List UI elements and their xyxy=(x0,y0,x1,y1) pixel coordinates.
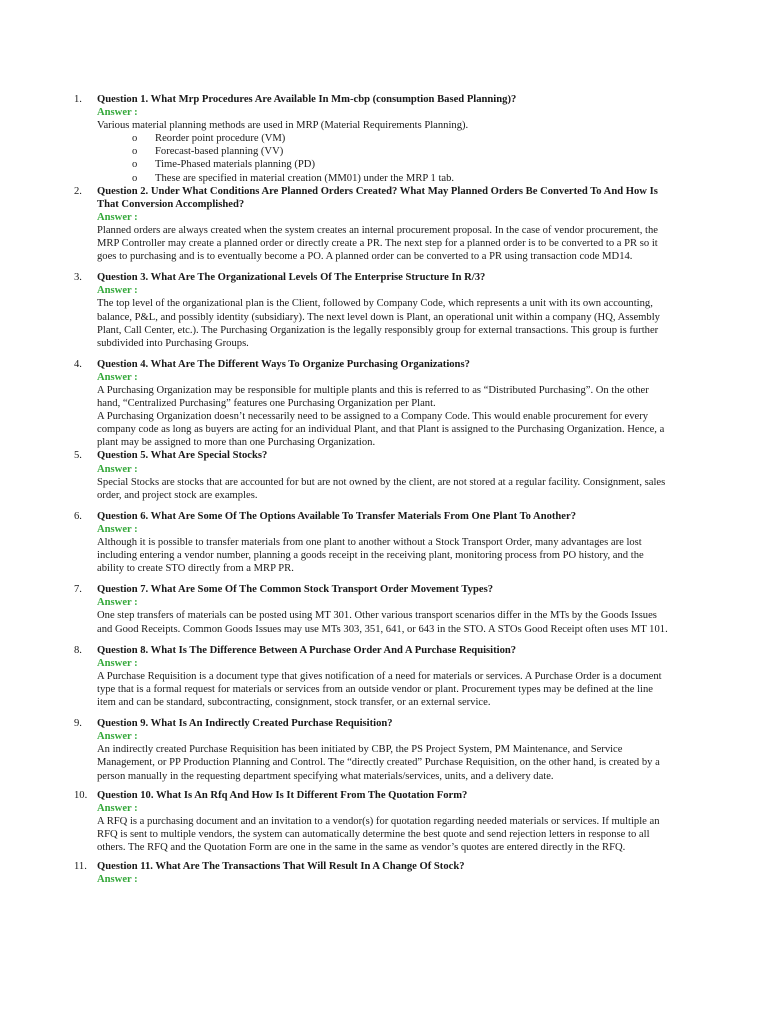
item-number: 10. xyxy=(74,789,88,801)
answer-label: Answer : xyxy=(97,731,138,743)
answer-text: A Purchase Requisition is a document type that gives notification of a need for materials or services. A Purchase Order is a document type that is a formal request for materials or services from an outside vendor or plant. Procurement types may be defined at the line item and can be standard, subcontracting, consignment, stock transfer, or an external service. xyxy=(97,670,662,709)
question-heading: Question 11. What Are The Transactions That Will Result In A Change Of Stock? xyxy=(97,861,465,873)
qa-item-5 xyxy=(0,449,768,501)
bullet-icon: o xyxy=(132,146,138,158)
list-item: o These are specified in material creation (MM01) under the MRP 1 tab. xyxy=(132,172,455,184)
answer-text: The top level of the organizational plan is the Client, followed by Company Code, which represents a unit with its own accounting, balance, P&L, and possibly identity (subsidiary). The next level down is Plant, an operational unit within a company (HQ, Assembly Plant, Call Center, etc.). The Purchasing Organization is the legally responsibly group for external transactions. This group is further subdivided into Purchasing Groups. xyxy=(97,298,660,349)
answer-label: Answer : xyxy=(97,802,138,814)
answer-label: Answer : xyxy=(97,597,138,609)
qa-item-10 xyxy=(0,789,768,854)
item-number: 6. xyxy=(74,510,82,522)
list-item: o Time-Phased materials planning (PD) xyxy=(132,159,315,171)
question-heading: Question 3. What Are The Organizational Levels Of The Enterprise Structure In R/3? xyxy=(97,272,486,284)
answer-label: Answer : xyxy=(97,463,138,475)
bullet-list xyxy=(97,132,672,184)
qa-item-3 xyxy=(0,271,768,350)
bullet-icon: o xyxy=(132,133,138,145)
qa-item-8 xyxy=(0,644,768,709)
question-heading: Question 6. What Are Some Of The Options Available To Transfer Materials From One Plant To Another? xyxy=(97,510,577,522)
item-number: 4. xyxy=(74,358,82,370)
answer-text: Although it is possible to transfer materials from one plant to another without a Stock Transport Order, many advantages are lost including entering a vendor number, planning a goods receipt in the receiving plant, monitoring process from PO history, and the ability to create STO directly from a MRP PR. xyxy=(97,537,644,575)
qa-item-2 xyxy=(0,185,768,264)
qa-item-4 xyxy=(0,358,768,450)
answer-text-continued: A Purchasing Organization doesn’t necessarily need to be assigned to a Company Code. This would enable procurement for every company code as long as buyers are acting for an individual Plant, and that Plant is assigned to the Purchasing Organization. Hence, a plant may be assigned to more than one Purchasing Organization. xyxy=(97,411,665,449)
answer-text: A Purchasing Organization may be responsible for multiple plants and this is referred to as “Distributed Purchasing”. On the other hand, “Centralized Purchasing” features one Purchasing Organization per Plant. xyxy=(97,384,649,410)
bullet-icon: o xyxy=(132,172,138,184)
question-heading: Question 1. What Mrp Procedures Are Available In Mm-cbp (consumption Based Planning)? xyxy=(97,94,517,105)
answer-text: A RFQ is a purchasing document and an invitation to a vendor(s) for quotation regarding needed materials or services. If multiple an RFQ is sent to multiple vendors, the system can automatically determine the best quote and send rejection letters in response to all others. The RFQ and the Quotation Form are one in the same in the same as vendor’s quotes are entered directly in the RFQ. xyxy=(97,815,660,853)
item-number: 7. xyxy=(74,584,82,596)
item-number: 2. xyxy=(74,185,82,197)
answer-label: Answer : xyxy=(97,211,138,223)
qa-item-9 xyxy=(0,717,768,782)
question-heading: Question 8. What Is The Difference Between A Purchase Order And A Purchase Requisition? xyxy=(97,644,517,656)
qa-item-7 xyxy=(0,583,768,635)
answer-label: Answer : xyxy=(97,285,138,297)
list-item: o Forecast-based planning (VV) xyxy=(132,146,284,158)
answer-text: Planned orders are always created when the system creates an internal procurement proposal. In the case of vendor procurement, the MRP Controller may create a planned order or directly create a PR. The next step for a planned order is to be converted to a PR so it goes to purchasing and is to eventually become a PO. A planned order can be converted to a PR using transaction code MD14. xyxy=(97,224,658,263)
question-heading: Question 9. What Is An Indirectly Created Purchase Requisition? xyxy=(97,718,393,730)
question-heading: Question 10. What Is An Rfq And How Is It Different From The Quotation Form? xyxy=(97,789,468,801)
list-item: o Reorder point procedure (VM) xyxy=(132,133,286,145)
answer-label: Answer : xyxy=(97,371,138,383)
item-number: 3. xyxy=(74,272,82,284)
question-heading: Question 4. What Are The Different Ways To Organize Purchasing Organizations? xyxy=(97,358,470,370)
question-heading: Question 2. Under What Conditions Are Planned Orders Created? What May Planned Orders Be Converted To And How Is That Conversion Accomplished? xyxy=(97,185,658,210)
item-number: 8. xyxy=(74,644,82,656)
qa-item-6 xyxy=(0,510,768,575)
bullet-icon: o xyxy=(132,159,138,171)
item-number: 5. xyxy=(74,450,82,462)
answer-text: Special Stocks are stocks that are accounted for but are not owned by the client, are not stored at a regular facility. Consignment, sales order, and project stock are examples. xyxy=(97,476,666,501)
answer-label: Answer : xyxy=(97,874,138,886)
answer-text: Various material planning methods are used in MRP (Material Requirements Planning). xyxy=(97,120,469,132)
qa-item-11 xyxy=(0,860,768,886)
item-number: 9. xyxy=(74,718,82,730)
answer-text: One step transfers of materials can be posted using MT 301. Other various transport scenarios differ in the MTs by the Goods Issues and Good Receipts. Common Goods Issues may use MTs 303, 351, 641, or 643 in the STO. A STOs Good Receipt often uses MT 101. xyxy=(97,610,668,635)
answer-label: Answer : xyxy=(97,523,138,535)
item-number: 11. xyxy=(74,861,87,873)
question-heading: Question 5. What Are Special Stocks? xyxy=(97,450,268,462)
item-number: 1. xyxy=(74,94,82,105)
question-heading: Question 7. What Are Some Of The Common Stock Transport Order Movement Types? xyxy=(97,584,493,596)
answer-text: An indirectly created Purchase Requisition has been initiated by CBP, the PS Project System, PM Maintenance, and Service Management, or PP Production Planning and Control. The “directly created” Purchase Requisition, on the other hand, is created by a person manually in the requesting department specifying what materials/services, units, and a delivery date. xyxy=(97,744,660,782)
qa-item-1 xyxy=(0,93,768,185)
answer-label: Answer : xyxy=(97,657,138,669)
answer-label: Answer : xyxy=(97,107,138,119)
